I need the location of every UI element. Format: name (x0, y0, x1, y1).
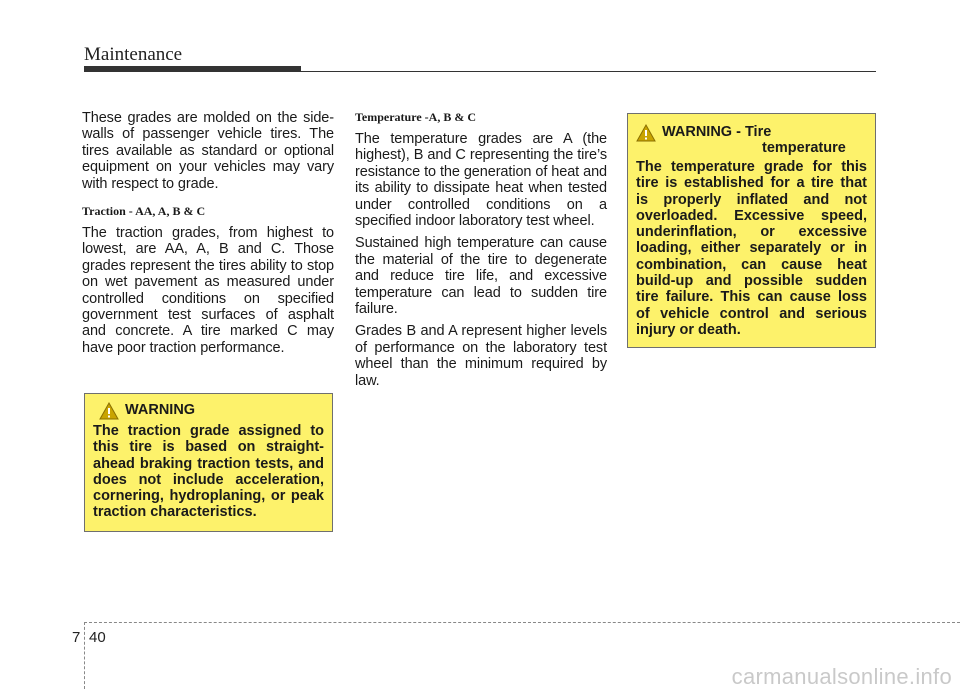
warning-title-line2: temperature (762, 140, 846, 156)
temperature-paragraph-3: Grades B and A represent higher levels of performance on the laboratory test wheel than the minimum required by law. (355, 323, 607, 389)
warning-header (636, 124, 867, 156)
warning-text: The traction grade assigned to this tire is based on straight-ahead braking traction tests, and does not include acceleration, cornering, hydroplaning, or peak traction characteristics. (93, 423, 324, 521)
temperature-heading: Temperature -A, B & C (355, 110, 476, 124)
warning-triangle-icon (636, 124, 656, 142)
middle-column (355, 110, 607, 395)
warning-header (93, 402, 324, 420)
warning-box-temperature (627, 113, 876, 348)
warning-text: The temperature grade for this tire is established for a tire that is properly inflated and not overloaded. Excessive speed, underinflation, or excessive loading, either separately or in combination, can cause heat build-up and possible sudden tire failure. This can cause loss of vehicle control and serious injury or death. (636, 159, 867, 338)
left-column (82, 110, 334, 362)
warning-triangle-icon (99, 402, 119, 420)
warning-title-line1: WARNING - Tire (662, 124, 772, 140)
watermark: carmanualsonline.info (731, 664, 952, 689)
traction-paragraph: The traction grades, from highest to lowest, are AA, A, B and C. Those grades represent the tires ability to stop on wet pavement as measured under controlled conditions on specified government test surfaces of asphalt and concrete. A tire marked C may have poor traction performance. (82, 225, 334, 356)
traction-heading: Traction - AA, A, B & C (82, 204, 206, 219)
footer-rule (84, 622, 960, 623)
chapter-number: 7 (72, 629, 81, 646)
warning-box-traction (84, 393, 333, 532)
intro-paragraph: These grades are molded on the side-walls of passenger vehicle tires. The tires available as standard or optional equipment on your vehicles may vary with respect to grade. (82, 110, 334, 192)
footer-divider (84, 622, 85, 689)
page-number: 40 (89, 629, 106, 646)
warning-title: WARNING (125, 402, 196, 418)
temperature-paragraph-2: Sustained high temperature can cause the material of the tire to degenerate and reduce tire life, and excessive temperature can lead to sudden tire failure. (355, 235, 607, 318)
temperature-paragraph-1: The temperature grades are A (the highest), B and C representing the tire’s resistance to the generation of heat and its ability to dissipate heat when tested under controlled conditions on a specified indoor laboratory test wheel. (355, 131, 607, 230)
header-rule-thin (84, 71, 876, 72)
section-title: Maintenance (84, 44, 183, 65)
warning-title (662, 124, 846, 156)
